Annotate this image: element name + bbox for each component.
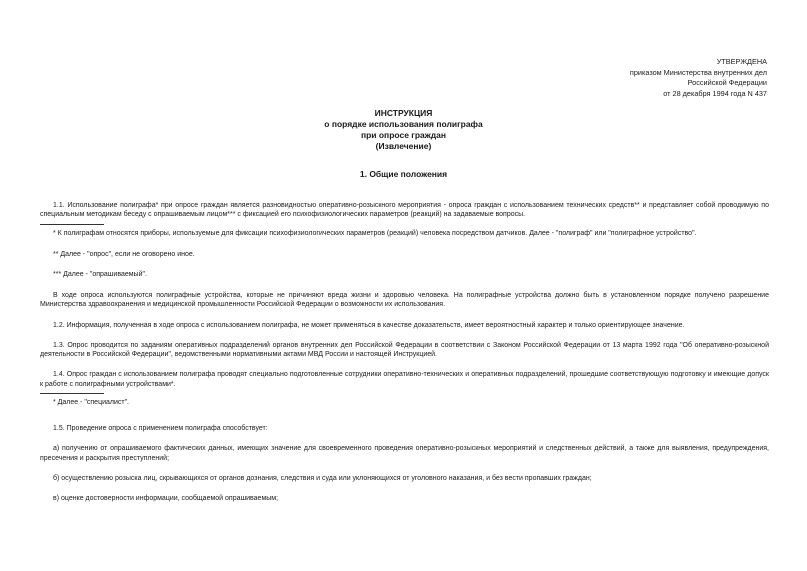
title-line: при опросе граждан (360, 130, 447, 141)
document-title (0, 108, 807, 152)
section-heading: 1. Общие положения (359, 169, 448, 179)
footnote-divider (40, 393, 104, 394)
list-item-a: а) получению от опрашиваемого фактических данных, имеющих значение для своевременного проведения оперативно-розыскных мероприятий и следственных действий, а также для выявления, предупреждения, пресечения и раскрытия преступлений; (40, 445, 769, 462)
paragraph-1-2: 1.2. Информация, полученная в ходе опроса с использованием полиграфа, не может применяться в качестве доказательств, имеет вероятностный характер и только ориентирующее значение. (53, 321, 685, 329)
paragraph-1-3: 1.3. Опрос проводится по заданиям оперативных подразделений органов внутренних дел Российской Федерации в соответствии с Законом Российской Федерации от 13 марта 1992 года "Об оперативно-розыскной деятельности в Российской Федерации", ведомственными нормативными актами МВД России и настоящей Инструкцией. (40, 341, 769, 359)
approval-line: приказом Министерства внутренних дел (629, 67, 767, 77)
approval-stamp (630, 57, 767, 99)
document-body (40, 201, 769, 503)
title-line: (Извлечение) (375, 141, 432, 152)
paragraph-1-1: 1.1. Использование полиграфа* при опросе граждан является разновидностью оперативно-розыскного мероприятия - опроса граждан с использованием технических средств** и представляет собой проводимую по специальным методикам беседу с опрашиваемым лицом*** с фиксацией его психофизиологических параметров (реакций) на задаваемые вопросы. (40, 202, 769, 219)
paragraph-1-4: 1.4. Опрос граждан с использованием полиграфа проводят специально подготовленные сотрудники оперативно-технических и оперативных подразделений, прошедшие соответствующую подготовку и имеющие допуск к работе с полиграфными устройствами*. (40, 371, 769, 388)
list-item-b: б) осуществлению розыска лиц, скрывающихся от органов дознания, следствия и суда или уклоняющихся от уголовного наказания, и без вести пропавших граждан; (53, 474, 592, 482)
paragraph-devices: В ходе опроса используются полиграфные устройства, которые не причиняют вреда жизни и здоровью человека. На полиграфные устройства должно быть в установленном порядке получено разрешение Министерства здравоохранения и медицинской промышленности Российской Федерации о возможности их использования. (40, 292, 769, 309)
list-item-c: в) оценке достоверности информации, сообщаемой опрашиваемым; (53, 494, 279, 502)
title-line: ИНСТРУКЦИЯ (374, 108, 433, 118)
approval-line: Российской Федерации (687, 78, 767, 88)
footnote-divider (40, 224, 104, 225)
paragraph-1-5: 1.5. Проведение опроса с применением полиграфа способствует: (53, 425, 268, 433)
footnote: * Далее - "специалист". (53, 398, 130, 406)
footnote: ** Далее - "опрос", если не оговорено иное. (53, 250, 195, 258)
footnote: * К полиграфам относятся приборы, используемые для фиксации психофизиологических параметров (реакций) человека посредством датчиков. Далее - "полиграф" или "полиграфное устройство". (53, 230, 697, 238)
title-line: о порядке использования полиграфа (324, 119, 483, 130)
approval-line: УТВЕРЖДЕНА (716, 57, 767, 66)
footnote: *** Далее - "опрашиваемый". (53, 270, 147, 278)
approval-line: от 28 декабря 1994 года N 437 (663, 88, 767, 98)
